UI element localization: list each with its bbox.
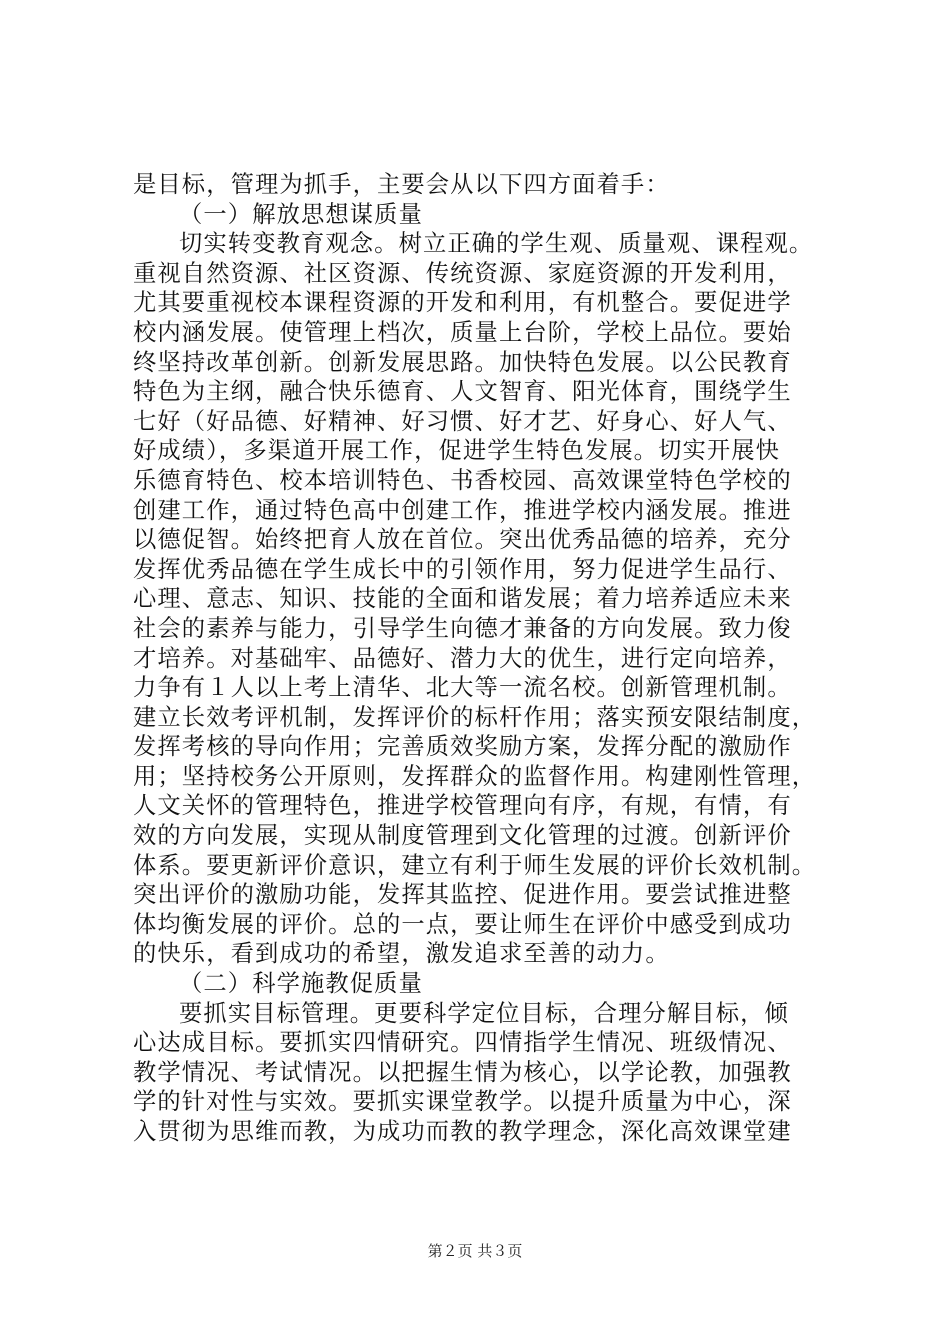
- text-line: 好成绩），多渠道开展工作，促进学生特色发展。切实开展快: [133, 437, 781, 465]
- text-line: 教学情况、考试情况。以把握生情为核心，以学论教，加强教: [133, 1058, 792, 1086]
- text-line: 乐德育特色、校本培训特色、书香校园、高效课堂特色学校的: [133, 466, 792, 494]
- text-line: 终坚持改革创新。创新发展思路。加快特色发展。以公民教育: [133, 348, 792, 376]
- text-line: 发挥考核的导向作用；完善质效奖励方案，发挥分配的激励作: [133, 733, 792, 761]
- page-footer: 第２页 共３页: [427, 1242, 523, 1260]
- text-line: 体均衡发展的评价。总的一点，要让师生在评价中感受到成功: [133, 910, 792, 938]
- document-body: [133, 170, 833, 1147]
- text-line: 学的针对性与实效。要抓实课堂教学。以提升质量为中心，深: [133, 1088, 792, 1116]
- text-line: 人文关怀的管理特色，推进学校管理向有序，有规，有情，有: [133, 792, 792, 820]
- text-line: 心理、意志、知识、技能的全面和谐发展；着力培养适应未来: [133, 585, 792, 613]
- text-line: 用；坚持校务公开原则，发挥群众的监督作用。构建刚性管理，: [133, 762, 817, 790]
- text-line: 重视自然资源、社区资源、传统资源、家庭资源的开发利用，: [133, 259, 792, 287]
- text-line: 七好（好品德、好精神、好习惯、好才艺、好身心、好人气、: [133, 407, 792, 435]
- section-heading: （二）科学施教促质量: [179, 970, 423, 998]
- text-line: 心达成目标。要抓实四情研究。四情指学生情况、班级情况、: [133, 1029, 792, 1057]
- text-line: 以德促智。始终把育人放在首位。突出优秀品德的培养，充分: [133, 526, 792, 554]
- text-line: 发挥优秀品德在学生成长中的引领作用，努力促进学生品行、: [133, 555, 792, 583]
- text-line: 突出评价的激励功能，发挥其监控、促进作用。要尝试推进整: [133, 881, 792, 909]
- text-line: 力争有１人以上考上清华、北大等一流名校。创新管理机制。: [133, 674, 792, 702]
- text-line: 体系。要更新评价意识，建立有利于师生发展的评价长效机制。: [133, 851, 817, 879]
- text-line: 才培养。对基础牢、品德好、潜力大的优生，进行定向培养，: [133, 644, 792, 672]
- text-line: 建立长效考评机制，发挥评价的标杆作用；落实预安限结制度，: [133, 703, 817, 731]
- text-line: 入贯彻为思维而教，为成功而教的教学理念，深化高效课堂建: [133, 1118, 792, 1145]
- text-line: 特色为主纲，融合快乐德育、人文智育、阳光体育，围绕学生: [133, 378, 792, 406]
- text-line: 切实转变教育观念。树立正确的学生观、质量观、课程观。: [179, 230, 814, 258]
- text-line: 校内涵发展。使管理上档次，质量上台阶，学校上品位。要始: [133, 318, 792, 346]
- text-line: 的快乐，看到成功的希望，激发追求至善的动力。: [133, 940, 670, 968]
- text-line: 尤其要重视校本课程资源的开发和利用，有机整合。要促进学: [133, 289, 792, 317]
- section-heading: （一）解放思想谋质量: [179, 200, 423, 228]
- text-line: 创建工作，通过特色高中创建工作，推进学校内涵发展。推进: [133, 496, 792, 524]
- text-line: 要抓实目标管理。更要科学定位目标，合理分解目标，倾: [179, 999, 789, 1027]
- text-line: 社会的素养与能力，引导学生向德才兼备的方向发展。致力俊: [133, 614, 792, 642]
- text-line: 效的方向发展，实现从制度管理到文化管理的过渡。创新评价: [133, 822, 792, 850]
- text-line: 是目标，管理为抓手，主要会从以下四方面着手：: [133, 171, 670, 198]
